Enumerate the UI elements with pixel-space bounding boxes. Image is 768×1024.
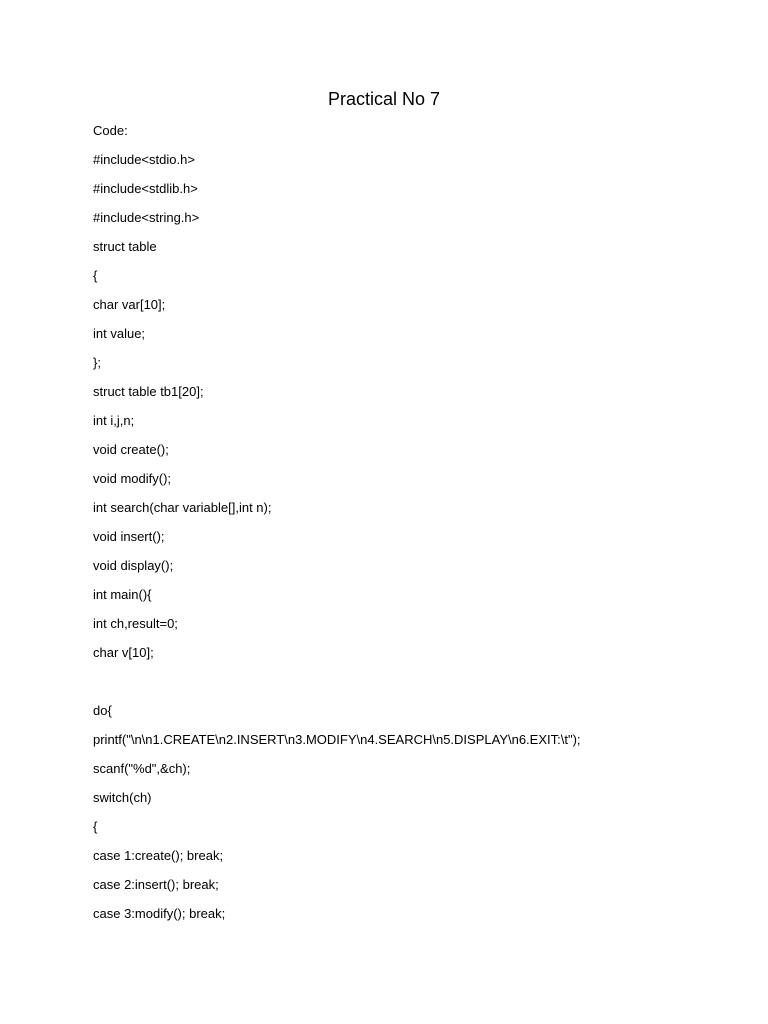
code-line: void create(); xyxy=(93,442,169,457)
code-line: void display(); xyxy=(93,558,174,573)
code-line: scanf("%d",&ch); xyxy=(93,761,191,776)
blank-line xyxy=(93,673,581,702)
code-line: Code: xyxy=(93,123,128,138)
code-line: int ch,result=0; xyxy=(93,616,178,631)
code-listing xyxy=(93,122,581,934)
code-line: do{ xyxy=(93,703,112,718)
code-line: case 3:modify(); break; xyxy=(93,906,226,921)
code-line: struct table tb1[20]; xyxy=(93,384,204,399)
code-line: char var[10]; xyxy=(93,297,166,312)
page-title: Practical No 7 xyxy=(327,89,441,109)
code-line: int i,j,n; xyxy=(93,413,135,428)
code-line: int search(char variable[],int n); xyxy=(93,500,272,515)
code-line: void modify(); xyxy=(93,471,172,486)
code-line: { xyxy=(93,819,98,834)
code-line: char v[10]; xyxy=(93,645,154,660)
code-line: int value; xyxy=(93,326,146,341)
code-line: #include<stdio.h> xyxy=(93,152,195,167)
code-line: int main(){ xyxy=(93,587,152,602)
code-line: void insert(); xyxy=(93,529,165,544)
code-line: case 2:insert(); break; xyxy=(93,877,219,892)
code-line: }; xyxy=(93,355,101,370)
code-line: #include<string.h> xyxy=(93,210,200,225)
code-line: struct table xyxy=(93,239,157,254)
code-line: switch(ch) xyxy=(93,790,152,805)
code-line: { xyxy=(93,268,98,283)
code-line: printf("\n\n1.CREATE\n2.INSERT\n3.MODIFY\n4.SEARCH\n5.DISPLAY\n6.EXIT:\t"); xyxy=(93,732,581,747)
code-line: #include<stdlib.h> xyxy=(93,181,198,196)
code-line: case 1:create(); break; xyxy=(93,848,224,863)
